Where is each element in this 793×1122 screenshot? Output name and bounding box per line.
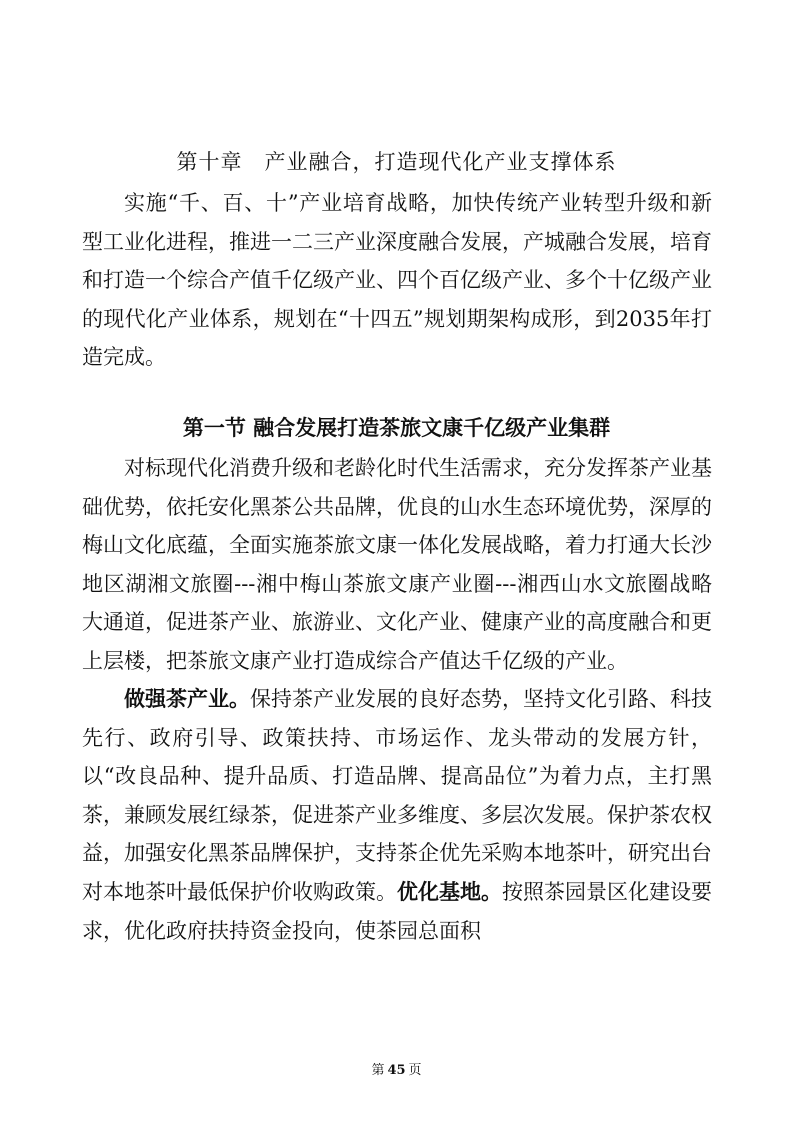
tea-industry-paragraph — [82, 680, 712, 950]
chapter-intro-paragraph: 实施“千、百、十”产业培育战略，加快传统产业转型升级和新型工业化进程，推进一二三产业深度融合发展，产城融合发展，培育和打造一个综合产值千亿级产业、四个百亿级产业、多个十亿级产业的现代化产业体系，规划在“十四五”规划期架构成形，到2035年打造完成。 — [82, 191, 712, 370]
base-optimization-heading: 优化基地。 — [397, 879, 502, 904]
page-number: 45 — [387, 1063, 406, 1078]
page-footer — [0, 1062, 793, 1080]
tea-industry-text: 保持茶产业发展的良好态势，坚持文化引路、科技先行、政府引导、政策扶持、市场运作、龙头带动的发展方针，以“改良品种、提升品质、打造品牌、提高品位”为着力点，主打黑茶，兼顾发展红绿茶，促进茶产业多维度、多层次发展。保护茶农权益，加强安化黑茶品牌保护，支持茶企优先采购本地茶叶，研究出台对本地茶叶最低保护价收购政策。 — [82, 687, 712, 904]
footer-suffix: 页 — [408, 1063, 422, 1078]
chapter-title: 第十章 产业融合，打造现代化产业支撑体系 — [176, 150, 617, 174]
section-title: 第一节 融合发展打造茶旅文康千亿级产业集群 — [182, 416, 611, 440]
tea-industry-heading: 做强茶产业。 — [124, 687, 250, 711]
base-optimization-text: 按照茶园景区化建设要求，优化政府扶持资金投向，使茶园总面积 — [82, 879, 712, 943]
section-intro-paragraph: 对标现代化消费升级和老龄化时代生活需求，充分发挥茶产业基础优势，依托安化黑茶公共品牌，优良的山水生态环境优势，深厚的梅山文化底蕴，全面实施茶旅文康一体化发展战略，着力打通大长沙地区湖湘文旅圈---湘中梅山茶旅文康产业圈---湘西山水文旅圈战略大通道，促进茶产业、旅游业、文化产业、健康产业的高度融合和更上层楼，把茶旅文康产业打造成综合产值达千亿级的产业。 — [82, 456, 712, 673]
footer-prefix: 第 — [371, 1063, 385, 1078]
